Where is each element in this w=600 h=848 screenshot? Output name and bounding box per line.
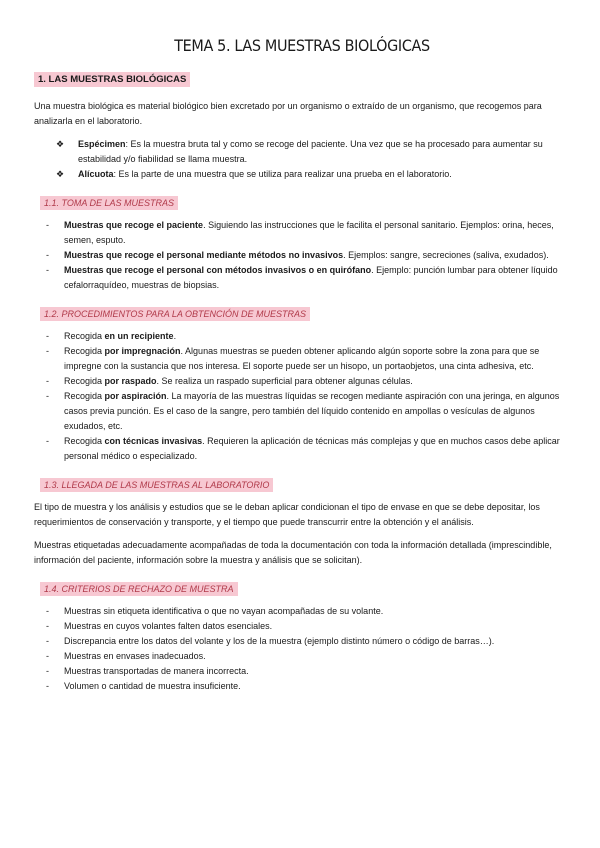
term: Alícuota — [78, 169, 114, 179]
rejection-criteria-list — [34, 604, 570, 694]
item-prefix: Recogida — [64, 436, 105, 446]
diamond-bullet-icon: ❖ — [56, 169, 65, 179]
definition-text: : Es la muestra bruta tal y como se recoge del paciente. Una vez que se ha procesado para aumentar su estabilidad y/o fiabilidad se llama muestra. — [78, 139, 543, 164]
section-1-intro: Una muestra biológica es material biológico bien excretado por un organismo o extraído de un organismo, que recogemos para analizarla en el laboratorio. — [34, 101, 542, 126]
bold-term: por impregnación — [104, 346, 181, 356]
list-item — [34, 604, 570, 619]
section-heading-1-4: 1.4. CRITERIOS DE RECHAZO DE MUESTRA — [40, 582, 238, 596]
dash-bullet: - — [46, 265, 49, 275]
item-text: Muestras transportadas de manera incorrecta. — [64, 666, 249, 676]
dash-bullet: - — [46, 376, 49, 386]
dash-bullet: - — [46, 651, 49, 661]
term: Espécimen — [78, 139, 126, 149]
list-item — [34, 167, 570, 182]
definition-list — [34, 137, 570, 182]
dash-bullet: - — [46, 220, 49, 230]
item-prefix: Recogida — [64, 391, 105, 401]
item-text: Muestras en envases inadecuados. — [64, 651, 206, 661]
dash-bullet: - — [46, 250, 49, 260]
item-text: . Ejemplo: punción lumbar para obtener líquido cefalorraquídeo, muestras de biopsias. — [64, 265, 558, 290]
item-text: . — [173, 331, 177, 341]
dash-bullet: - — [46, 666, 49, 676]
item-text: . La mayoría de las muestras líquidas se recogen mediante aspiración con una jeringa, en algunos casos previa punción. Es el caso de la sangre, pero también del líquido contenido en ampollas o vesículas de algunos exudados, etc. — [64, 391, 560, 431]
dash-bullet: - — [46, 606, 49, 616]
procedures-list — [34, 329, 570, 464]
dash-bullet: - — [46, 346, 49, 356]
definition-text: : Es la parte de una muestra que se utiliza para realizar una prueba en el laboratorio. — [113, 169, 452, 179]
dash-bullet: - — [46, 681, 49, 691]
section-heading-1-3: 1.3. LLEGADA DE LAS MUESTRAS AL LABORATORIO — [40, 478, 273, 492]
list-item — [34, 248, 570, 263]
diamond-bullet-icon: ❖ — [56, 139, 65, 149]
list-item — [34, 137, 570, 167]
bold-term: por raspado — [104, 376, 157, 386]
list-item — [34, 218, 570, 248]
list-item — [34, 434, 570, 464]
list-item — [34, 634, 570, 649]
dash-bullet: - — [46, 636, 49, 646]
dash-bullet: - — [46, 436, 49, 446]
item-text: Volumen o cantidad de muestra insuficiente. — [64, 681, 241, 691]
section-heading-1-2: 1.2. PROCEDIMIENTOS PARA LA OBTENCIÓN DE MUESTRAS — [40, 307, 310, 321]
item-text: . Se realiza un raspado superficial para obtener algunas células. — [156, 376, 413, 386]
dash-bullet: - — [46, 621, 49, 631]
dash-bullet: - — [46, 391, 49, 401]
list-item — [34, 263, 570, 293]
item-prefix: Recogida — [64, 376, 105, 386]
page-title: TEMA 5. LAS MUESTRAS BIOLÓGICAS — [174, 36, 430, 55]
section-1-3-paragraph-1: El tipo de muestra y los análisis y estudios que se le deban aplicar condicionan el tipo de envase en que se debe depositar, los requerimientos de conservación y transporte, y el tiempo que puede transcurrir entre la obtención y el análisis. — [34, 502, 540, 527]
section-1-3-paragraph-2: Muestras etiquetadas adecuadamente acompañadas de toda la documentación con toda la información detallada (imprescindible, información del paciente, información sobre la muestra y análisis que se solicitan). — [34, 540, 552, 565]
list-item — [34, 374, 570, 389]
item-prefix: Recogida — [64, 346, 105, 356]
dash-bullet: - — [46, 331, 49, 341]
item-text: Muestras sin etiqueta identificativa o que no vayan acompañadas de su volante. — [64, 606, 384, 616]
bold-term: Muestras que recoge el paciente — [64, 220, 204, 230]
item-text: Discrepancia entre los datos del volante y los de la muestra (ejemplo distinto número o código de barras…). — [64, 636, 495, 646]
bold-term: con técnicas invasivas — [104, 436, 203, 446]
item-text: . Requieren la aplicación de técnicas más complejas y que en muchos casos debe aplicar personal médico o especializado. — [64, 436, 560, 461]
sample-collection-list — [34, 218, 570, 293]
list-item — [34, 389, 570, 434]
item-prefix: Recogida — [64, 331, 105, 341]
list-item — [34, 679, 570, 694]
list-item — [34, 329, 570, 344]
bold-term: por aspiración — [104, 391, 167, 401]
list-item — [34, 664, 570, 679]
list-item — [34, 619, 570, 634]
item-text: . Algunas muestras se pueden obtener aplicando algún soporte sobre la zona para que se impregne con la sustancia que nos interesa. El soporte puede ser un hisopo, un portaobjetos, una cinta adhesiva, etc. — [64, 346, 540, 371]
bold-term: Muestras que recoge el personal mediante métodos no invasivos — [64, 250, 344, 260]
section-heading-1-1: 1.1. TOMA DE LAS MUESTRAS — [40, 196, 178, 210]
bold-term: en un recipiente — [104, 331, 174, 341]
section-heading-1: 1. LAS MUESTRAS BIOLÓGICAS — [34, 72, 190, 87]
list-item — [34, 649, 570, 664]
item-text: . Ejemplos: sangre, secreciones (saliva, exudados). — [343, 250, 549, 260]
bold-term: Muestras que recoge el personal con métodos invasivos o en quirófano — [64, 265, 372, 275]
item-text: Muestras en cuyos volantes falten datos esenciales. — [64, 621, 273, 631]
item-text: . Siguiendo las instrucciones que le facilita el personal sanitario. Ejemplos: orina, heces, semen, esputo. — [64, 220, 554, 245]
list-item — [34, 344, 570, 374]
